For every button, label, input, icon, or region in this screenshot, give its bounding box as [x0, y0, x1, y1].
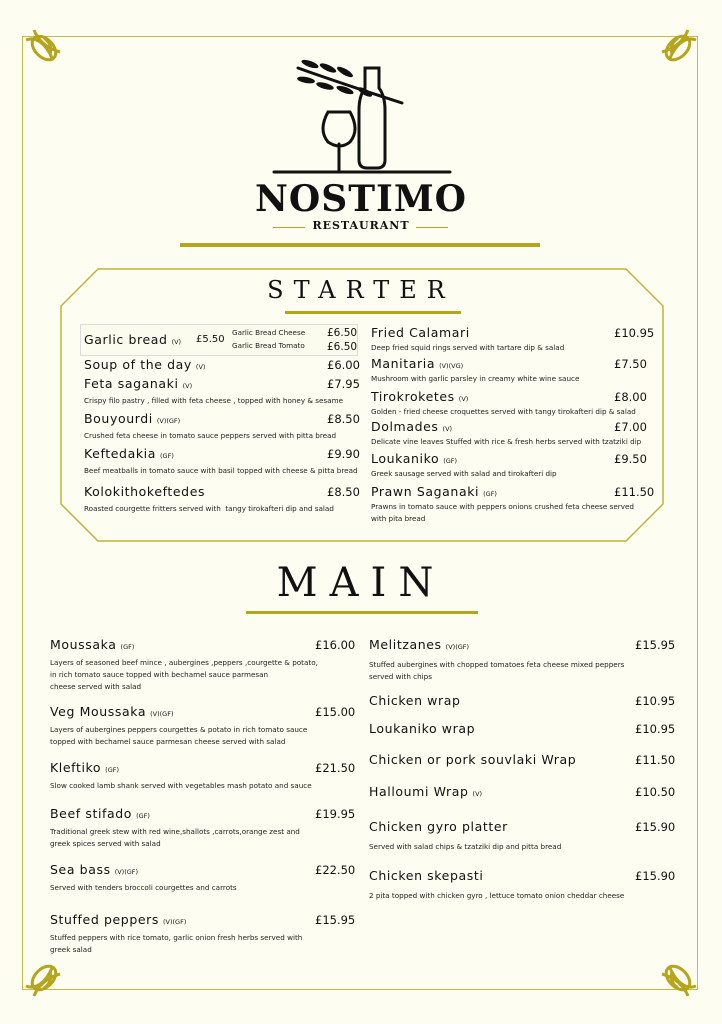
item-name: Manitaria	[371, 356, 436, 371]
menu-item-price: £7.95	[327, 377, 360, 391]
dietary-tag: (V)	[182, 382, 193, 390]
menu-item-name	[50, 705, 173, 721]
item-name: Bouyourdi	[84, 411, 153, 426]
menu-item-description: Greek sausage served with salad and tirokafteri dip	[371, 469, 557, 478]
dietary-tag: (V)	[458, 395, 469, 403]
item-name: Chicken skepasti	[369, 868, 484, 883]
menu-item-name	[84, 447, 174, 463]
item-name: Keftedakia	[84, 446, 157, 461]
menu-item-price: £10.95	[635, 722, 676, 736]
item-name: Stuffed peppers	[50, 912, 159, 927]
menu-item-name	[371, 326, 470, 340]
menu-item-name	[371, 485, 497, 501]
menu-item-name	[50, 638, 134, 654]
section-title-starter: STARTER	[267, 276, 455, 304]
menu-item-price: £9.90	[327, 447, 360, 461]
item-name: Sea bass	[50, 862, 111, 877]
dietary-tag: (GF)	[105, 766, 120, 774]
menu-item-name	[84, 358, 205, 374]
brand-name: NOSTIMO	[254, 178, 468, 220]
variant-price: £6.50	[327, 327, 358, 339]
menu-item-name	[84, 377, 192, 393]
item-name: Loukaniko wrap	[369, 721, 476, 736]
menu-item-name	[50, 913, 186, 929]
dietary-tag: (GF)	[483, 490, 497, 498]
menu-item-name	[371, 420, 452, 436]
menu-item-name	[369, 785, 482, 801]
variant-name: Garlic Bread Tomato	[232, 341, 305, 350]
menu-item-description: Served with tenders broccoli courgettes and carrots	[50, 883, 237, 892]
menu-item-name	[369, 820, 508, 834]
menu-item-price: £15.90	[635, 820, 676, 834]
divider	[246, 611, 478, 614]
dietary-tag: (V)(GF)	[445, 643, 470, 651]
dietary-tag: (V)(GF)	[114, 868, 139, 876]
menu-item-name	[369, 722, 475, 736]
menu-item-price: £10.95	[614, 326, 655, 340]
variant-price: £6.50	[327, 341, 358, 353]
menu-item-name	[369, 638, 469, 654]
menu-item-description: Layers of seasoned beef mince , aubergines ,peppers ,courgette & potato, in rich tomato sauce topped with bechamel sauce parmesan cheese served with salad	[50, 658, 318, 691]
menu-item-price: £15.90	[635, 869, 676, 883]
menu-item-description: Roasted courgette fritters served with tangy tirokafteri dip and salad	[84, 504, 334, 513]
dietary-tag: (V)(VG)	[439, 362, 464, 370]
menu-item-name: Garlic bread (V)	[84, 332, 182, 347]
dietary-tag: (V)(GF)	[156, 417, 181, 425]
menu-item-description: 2 pita topped with chicken gyro , lettuce tomato onion cheddar cheese	[369, 891, 625, 900]
item-name: Tirokroketes	[371, 389, 455, 404]
menu-item-name	[369, 753, 576, 767]
dietary-tag: (GF)	[136, 812, 150, 820]
dietary-tag: (GF)	[120, 643, 135, 651]
menu-item-description: Stuffed peppers with rice tomato, garlic onion fresh herbs served with greek salad	[50, 933, 303, 954]
menu-item-price: £11.50	[635, 753, 676, 767]
menu-item-name	[371, 390, 468, 406]
ornament-corner-icon	[648, 946, 708, 1006]
item-name: Chicken gyro platter	[369, 819, 508, 834]
menu-item-description: Slow cooked lamb shank served with vegetables mash potato and sauce	[50, 781, 312, 790]
menu-item-name	[371, 357, 463, 373]
item-name: Dolmades	[371, 419, 439, 434]
menu-item-price: £15.95	[635, 638, 676, 652]
item-name: Kleftiko	[50, 760, 102, 775]
menu-item-price: £15.95	[315, 913, 356, 927]
menu-item-price: £6.00	[327, 358, 360, 372]
ornament-corner-icon	[14, 20, 74, 80]
menu-item-price: £10.50	[635, 785, 676, 799]
menu-item-description: Mushroom with garlic parsley in creamy white wine sauce	[371, 374, 580, 383]
menu-item-price: £22.50	[315, 863, 356, 877]
menu-item-description: Served with salad chips & tzatziki dip and pitta bread	[369, 842, 562, 851]
item-name: Halloumi Wrap	[369, 784, 469, 799]
item-name: Feta saganaki	[84, 376, 179, 391]
menu-item-price: £19.95	[315, 807, 356, 821]
menu-item-description: Golden - fried cheese croquettes served with tangy tirokafteri dip & salad	[371, 407, 636, 416]
menu-item-name	[371, 452, 457, 468]
menu-item-price: £9.50	[614, 452, 647, 466]
menu-item-name	[84, 485, 205, 499]
wine-olive-logo-icon	[270, 58, 455, 178]
menu-item-name	[369, 694, 461, 708]
variant-name: Garlic Bread Cheese	[232, 328, 306, 337]
item-name: Chicken wrap	[369, 693, 461, 708]
divider	[416, 227, 448, 228]
item-name: Kolokithokeftedes	[84, 484, 206, 499]
menu-item-description: Prawns in tomato sauce with peppers onions crushed feta cheese served with pita bread	[371, 502, 634, 523]
item-name: Prawn Saganaki	[371, 484, 480, 499]
menu-item-price: £8.50	[327, 412, 360, 426]
menu-item-description: Crushed feta cheese in tomato sauce peppers served with pitta bread	[84, 431, 337, 440]
item-name: Moussaka	[50, 637, 117, 652]
item-name: Chicken or pork souvlaki Wrap	[369, 752, 577, 767]
divider	[180, 243, 540, 247]
menu-item-price: £10.95	[635, 694, 676, 708]
menu-item-price: £5.50	[196, 334, 225, 345]
ornament-corner-icon	[648, 20, 708, 80]
divider	[285, 311, 461, 314]
dietary-tag: (V)	[472, 790, 483, 798]
menu-item-name	[84, 412, 180, 428]
item-name: Veg Moussaka	[50, 704, 147, 719]
dietary-tag: (V)	[195, 363, 206, 371]
menu-item-description: Deep fried squid rings served with tartare dip & salad	[371, 343, 565, 352]
section-title-main: MAIN	[276, 560, 446, 606]
item-name: Melitzanes	[369, 637, 442, 652]
menu-item-description: Beef meatballs in tomato sauce with basil topped with cheese & pitta bread	[84, 466, 358, 475]
dietary-tag: (V)(GF)	[150, 710, 174, 718]
menu-item-price: £7.00	[614, 420, 647, 434]
dietary-tag: (V)(GF)	[163, 918, 187, 926]
dietary-tag: (V)	[442, 425, 453, 433]
dietary-tag: (GF)	[443, 457, 458, 465]
menu-item-description: Delicate vine leaves Stuffed with rice & fresh herbs served with tzatziki dip	[371, 437, 642, 446]
menu-item-price: £21.50	[315, 761, 356, 775]
dietary-tag: (GF)	[160, 452, 174, 460]
menu-item-description: Crispy filo pastry , filled with feta cheese , topped with honey & sesame	[84, 396, 344, 405]
menu-item-name	[50, 761, 119, 777]
menu-item-price: £16.00	[315, 638, 356, 652]
item-name: Loukaniko	[371, 451, 440, 466]
menu-item-name	[369, 869, 483, 883]
menu-item-description: Stuffed aubergines with chopped tomatoes feta cheese mixed peppers served with chips	[369, 660, 625, 681]
brand-tagline: RESTAURANT	[312, 219, 410, 232]
item-name: Fried Calamari	[371, 325, 470, 340]
item-name: Beef stifado	[50, 806, 133, 821]
menu-item-description: Layers of aubergines peppers courgettes & potato in rich tomato sauce topped with bechamel sauce parmesan cheese served with salad	[50, 725, 308, 746]
menu-item-price: £11.50	[614, 485, 655, 499]
menu-item-description: Traditional greek stew with red wine,shallots ,carrots,orange zest and greek spices served with salad	[50, 827, 300, 848]
menu-item-price: £7.50	[614, 357, 647, 371]
menu-item-price: £15.00	[315, 705, 356, 719]
menu-item-name	[50, 807, 150, 823]
menu-item-name	[50, 863, 138, 879]
item-name: Soup of the day	[84, 357, 192, 372]
menu-item-price: £8.00	[614, 390, 647, 404]
menu-item-price: £8.50	[327, 485, 360, 499]
